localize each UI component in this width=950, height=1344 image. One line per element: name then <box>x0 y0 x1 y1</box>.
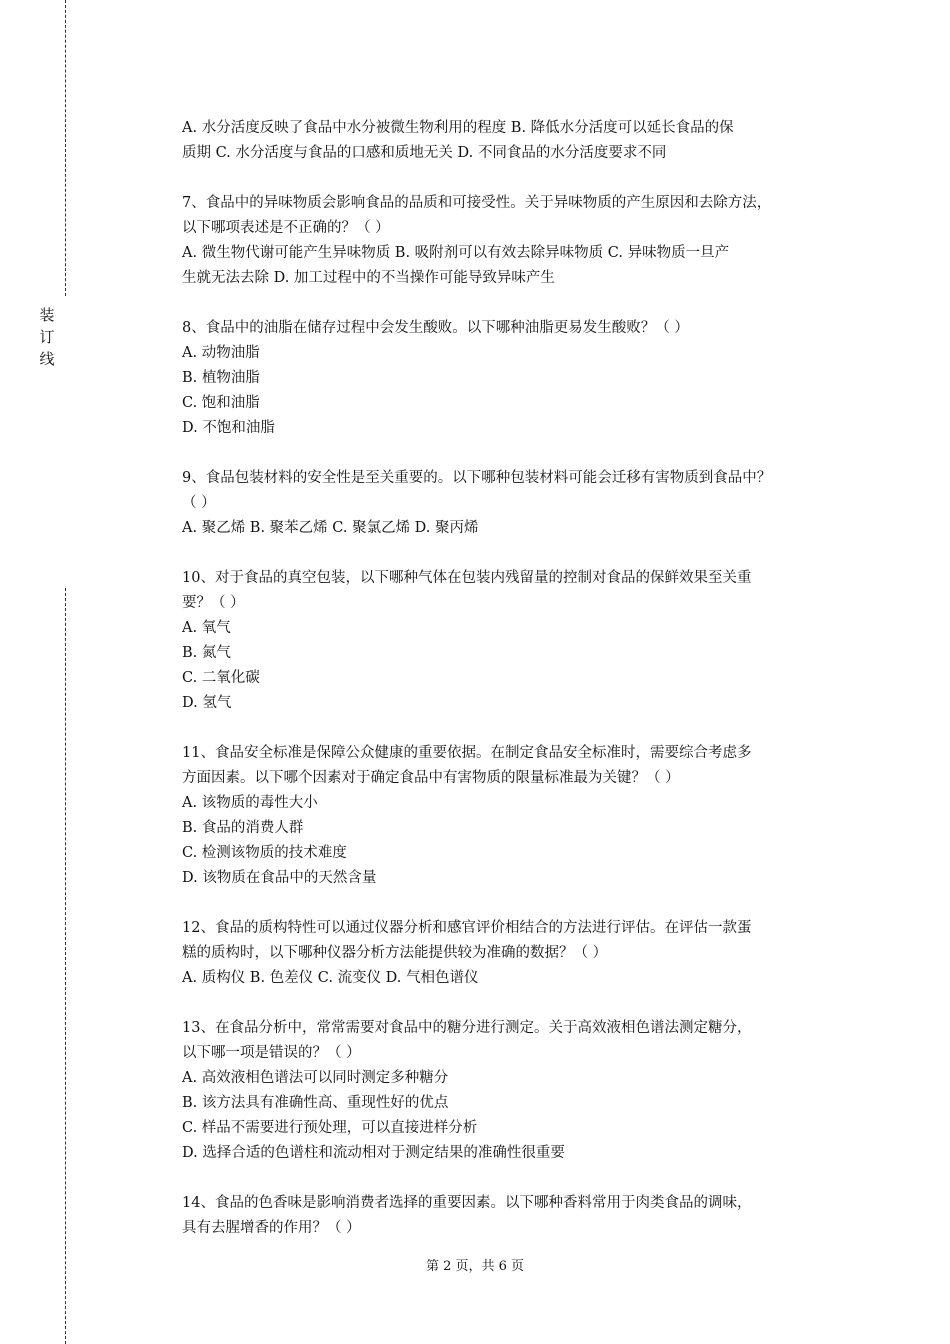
text-line: 质期 C. 水分活度与食品的口感和质地无关 D. 不同食品的水分活度要求不同 <box>182 145 667 161</box>
question-stem: 9、食品包装材料的安全性是至关重要的。以下哪种包装材料可能会迁移有害物质到食品中？ <box>182 470 772 486</box>
option-line: D. 氢气 <box>182 695 232 711</box>
option-line: D. 不饱和油脂 <box>182 420 275 436</box>
option-line: C. 检测该物质的技术难度 <box>182 845 347 861</box>
question-stem: 8、食品中的油脂在储存过程中会发生酸败。以下哪种油脂更易发生酸败？（ ） <box>182 320 689 336</box>
binding-label-char: 装 <box>39 306 55 324</box>
page-footer: 第 2 页，共 6 页 <box>425 1259 525 1274</box>
question-stem: 14、食品的色香味是影响消费者选择的重要因素。以下哪种香料常用于肉类食品的调味， <box>182 1195 752 1211</box>
option-line: A. 该物质的毒性大小 <box>182 795 318 811</box>
question-stem: 13、在食品分析中，常常需要对食品中的糖分进行测定。关于高效液相色谱法测定糖分， <box>182 1020 752 1036</box>
question-stem: 以下哪一项是错误的？（ ） <box>182 1045 361 1061</box>
binding-label <box>37 304 57 370</box>
option-line: B. 食品的消费人群 <box>182 820 304 836</box>
question-block <box>182 741 858 891</box>
question-stem: 12、食品的质构特性可以通过仪器分析和感官评价相结合的方法进行评估。在评估一款蛋 <box>182 920 752 936</box>
question-stem: （ ） <box>182 495 216 511</box>
question-content <box>182 116 858 1241</box>
question-block <box>182 466 858 541</box>
question-stem: 7、食品中的异味物质会影响食品的品质和可接受性。关于异味物质的产生原因和去除方法， <box>182 195 772 211</box>
option-line: C. 饱和油脂 <box>182 395 260 411</box>
option-line: D. 该物质在食品中的天然含量 <box>182 870 377 886</box>
option-line: B. 植物油脂 <box>182 370 260 386</box>
option-line: B. 该方法具有准确性高、重现性好的优点 <box>182 1095 449 1111</box>
binding-label-char: 线 <box>39 350 55 368</box>
binding-line-top <box>65 0 66 296</box>
question-block <box>182 1191 858 1241</box>
question-stem: 方面因素。以下哪个因素对于确定食品中有害物质的限量标准最为关键？（ ） <box>182 770 680 786</box>
question-block <box>182 116 858 166</box>
option-line: A. 聚乙烯 B. 聚苯乙烯 C. 聚氯乙烯 D. 聚丙烯 <box>182 520 479 536</box>
option-line: A. 质构仪 B. 色差仪 C. 流变仪 D. 气相色谱仪 <box>182 970 479 986</box>
option-line: A. 动物油脂 <box>182 345 260 361</box>
binding-line-bottom <box>65 588 66 1344</box>
option-line: C. 样品不需要进行预处理，可以直接进样分析 <box>182 1120 478 1136</box>
option-line: C. 二氧化碳 <box>182 670 260 686</box>
text-line: A. 水分活度反映了食品中水分被微生物利用的程度 B. 降低水分活度可以延长食品的保 <box>182 120 734 136</box>
question-block <box>182 191 858 291</box>
binding-label-char: 订 <box>39 328 55 346</box>
question-stem: 11、食品安全标准是保障公众健康的重要依据。在制定食品安全标准时，需要综合考虑多 <box>182 745 752 761</box>
option-line: D. 选择合适的色谱柱和流动相对于测定结果的准确性很重要 <box>182 1145 565 1161</box>
option-line: A. 氧气 <box>182 620 231 636</box>
option-line: A. 微生物代谢可能产生异味物质 B. 吸附剂可以有效去除异味物质 C. 异味物质一旦产 <box>182 245 730 261</box>
question-block <box>182 316 858 441</box>
option-line: B. 氮气 <box>182 645 231 661</box>
question-stem: 10、对于食品的真空包装，以下哪种气体在包装内残留量的控制对食品的保鲜效果至关重 <box>182 570 752 586</box>
question-block <box>182 916 858 991</box>
question-block <box>182 1016 858 1166</box>
question-stem: 要？（ ） <box>182 595 245 611</box>
question-stem: 糕的质构时，以下哪种仪器分析方法能提供较为准确的数据？（ ） <box>182 945 608 961</box>
question-stem: 以下哪项表述是不正确的？（ ） <box>182 220 390 236</box>
question-block <box>182 566 858 716</box>
option-line: 生就无法去除 D. 加工过程中的不当操作可能导致异味产生 <box>182 270 555 286</box>
question-stem: 具有去腥增香的作用？（ ） <box>182 1220 361 1236</box>
option-line: A. 高效液相色谱法可以同时测定多种糖分 <box>182 1070 449 1086</box>
